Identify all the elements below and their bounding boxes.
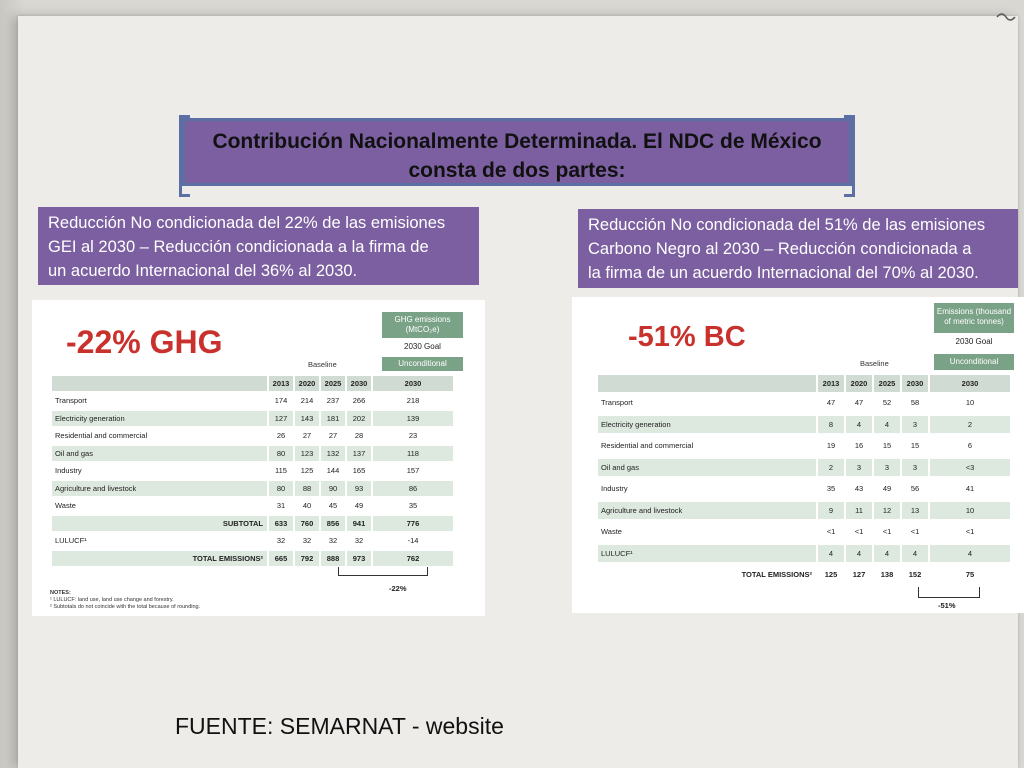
- bc-baseline-cell: 49: [882, 484, 892, 493]
- ghg-header-blank: [52, 376, 267, 391]
- ghg-baseline-cell: 237: [326, 396, 340, 405]
- bc-baseline-cell: 56: [910, 484, 920, 493]
- bc-baseline-cell: 138: [880, 570, 894, 579]
- bc-goal-cell: <3: [930, 459, 1010, 476]
- bc-baseline-cell: 3: [902, 416, 928, 433]
- ghg-baseline-cell: 90: [321, 481, 345, 496]
- ghg-baseline-cell: 181: [321, 411, 345, 426]
- ghg-baseline-cell: 792: [295, 551, 319, 566]
- bc-baseline-cell: 47: [854, 398, 864, 407]
- ghg-baseline-cell: 32: [354, 536, 364, 545]
- bc-baseline-cell: 9: [818, 502, 844, 519]
- ghg-table-row: [52, 428, 455, 443]
- ghg-baseline-cell: 973: [347, 551, 371, 566]
- ghg-description-box: [38, 207, 479, 285]
- ghg-baseline-cell: 32: [302, 536, 312, 545]
- ghg-table-row: [52, 393, 455, 408]
- bc-table-row: [598, 394, 1012, 411]
- title-line-2: consta de dos partes:: [408, 159, 626, 182]
- ghg-goal-header: 2030 Goal: [404, 342, 441, 351]
- ghg-baseline-cell: 125: [300, 466, 314, 475]
- bc-baseline-cell: 58: [910, 398, 920, 407]
- ghg-baseline-cell: 115: [275, 466, 287, 475]
- bc-baseline-cell: 15: [882, 441, 892, 450]
- bc-goal-cell: 41: [965, 484, 975, 493]
- ghg-table-row: [52, 446, 455, 461]
- bc-table-row: [598, 480, 1012, 497]
- bc-row-label: Transport: [601, 398, 633, 407]
- bc-goal-cell: 2: [930, 416, 1010, 433]
- ghg-baseline-cell: 32: [276, 536, 286, 545]
- ghg-reduction-label: -22%: [389, 584, 407, 593]
- bc-baseline-cell: 2: [818, 459, 844, 476]
- ghg-baseline-cell: 174: [274, 396, 288, 405]
- bc-baseline-cell: 3: [902, 459, 928, 476]
- ghg-baseline-cell: 202: [347, 411, 371, 426]
- ghg-row-label: Waste: [55, 501, 76, 510]
- ghg-row-label: Transport: [55, 396, 87, 405]
- bc-table-row: [598, 545, 1012, 562]
- ghg-table-row: [52, 551, 455, 566]
- bc-baseline-cell: <1: [854, 527, 864, 536]
- ghg-goal-cell: -14: [407, 536, 419, 545]
- bc-baseline-cell: 8: [818, 416, 844, 433]
- notes-heading: NOTES:: [50, 590, 71, 596]
- bc-row-label: TOTAL EMISSIONS²: [741, 570, 812, 579]
- bc-row-label: LULUCF¹: [598, 545, 816, 562]
- ghg-baseline-cell: 80: [269, 481, 293, 496]
- bc-baseline-cell: 152: [908, 570, 922, 579]
- ghg-notes: [50, 590, 200, 611]
- bc-baseline-label: Baseline: [860, 359, 889, 368]
- ghg-row-label: Oil and gas: [52, 446, 267, 461]
- bc-table-row: [598, 459, 1012, 476]
- ghg-baseline-cell: 165: [352, 466, 366, 475]
- slide-title: [182, 118, 852, 186]
- ghg-goal-cell: 776: [373, 516, 453, 531]
- bc-goal-cell: 10: [965, 398, 975, 407]
- ghg-row-label: TOTAL EMISSIONS²: [52, 551, 267, 566]
- ghg-year-header-row: [52, 376, 455, 391]
- bc-description-line: Carbono Negro al 2030 – Reducción condicionada a: [588, 240, 972, 258]
- bc-description-line: la firma de un acuerdo Internacional del 70% al 2030.: [588, 264, 979, 282]
- ghg-goal-cell: 157: [406, 466, 420, 475]
- ghg-baseline-cell: 214: [300, 396, 314, 405]
- bc-baseline-cell: 4: [874, 545, 900, 562]
- ghg-unit-header: GHG emissions (MtCO₂e): [382, 312, 463, 338]
- ghg-baseline-cell: 40: [302, 501, 312, 510]
- ghg-baseline-cell: 144: [326, 466, 340, 475]
- ghg-description-line: un acuerdo Internacional del 36% al 2030.: [48, 262, 358, 280]
- bc-baseline-cell: 3: [874, 459, 900, 476]
- ghg-year-header: 2013: [269, 376, 293, 391]
- ghg-baseline-cell: 137: [347, 446, 371, 461]
- corner-ornament-icon: [996, 10, 1016, 24]
- bc-header-blank: [598, 375, 816, 392]
- bc-table-row: [598, 502, 1012, 519]
- bc-baseline-cell: 11: [846, 502, 872, 519]
- ghg-row-label: LULUCF¹: [55, 536, 87, 545]
- ghg-goal-cell: 139: [373, 411, 453, 426]
- ghg-baseline-cell: 123: [295, 446, 319, 461]
- ghg-goal-cell: 23: [408, 431, 418, 440]
- ghg-goal-cell: 762: [373, 551, 453, 566]
- bc-baseline-cell: 13: [902, 502, 928, 519]
- ghg-baseline-cell: 856: [321, 516, 345, 531]
- bc-baseline-cell: 4: [846, 545, 872, 562]
- bc-table-row: [598, 523, 1012, 540]
- ghg-goal-year-header: 2030: [373, 376, 453, 391]
- bc-baseline-cell: 4: [818, 545, 844, 562]
- ghg-baseline-cell: 266: [352, 396, 366, 405]
- bc-baseline-cell: 47: [826, 398, 836, 407]
- ghg-row-label: Industry: [55, 466, 82, 475]
- bc-table-row: [598, 437, 1012, 454]
- ghg-baseline-cell: 888: [321, 551, 345, 566]
- ghg-baseline-cell: 88: [295, 481, 319, 496]
- bc-reduction-bracket: [918, 587, 980, 598]
- source-citation: FUENTE: SEMARNAT - website: [175, 713, 504, 739]
- ghg-baseline-cell: 633: [269, 516, 293, 531]
- ghg-baseline-cell: 127: [269, 411, 293, 426]
- bc-goal-header: 2030 Goal: [955, 337, 993, 346]
- ghg-goal-cell: 86: [373, 481, 453, 496]
- ghg-goal-cell: 35: [408, 501, 418, 510]
- bc-baseline-cell: <1: [910, 527, 920, 536]
- ghg-table-row: [52, 463, 455, 478]
- bc-baseline-cell: <1: [882, 527, 892, 536]
- ghg-goal-cell: 218: [406, 396, 420, 405]
- bc-baseline-cell: <1: [826, 527, 836, 536]
- bc-row-label: Industry: [601, 484, 628, 493]
- bc-table-row: [598, 566, 1012, 583]
- bc-goal-cell: <1: [965, 527, 975, 536]
- ghg-row-label: SUBTOTAL: [52, 516, 267, 531]
- bc-reduction-label: -51%: [938, 601, 956, 610]
- bc-headline: -51% BC: [628, 321, 746, 353]
- bc-goal-cell: 10: [930, 502, 1010, 519]
- ghg-baseline-cell: 941: [347, 516, 371, 531]
- ghg-baseline-cell: 27: [302, 431, 312, 440]
- bc-description-line: Reducción No condicionada del 51% de las emisiones: [588, 216, 986, 234]
- bc-unit-header: Emissions (thousand of metric tonnes): [934, 303, 1014, 333]
- bc-row-label: Oil and gas: [598, 459, 816, 476]
- bc-baseline-cell: 12: [874, 502, 900, 519]
- bc-year-header: 2013: [818, 375, 844, 392]
- ghg-baseline-cell: 32: [328, 536, 338, 545]
- bc-row-label: Residential and commercial: [601, 441, 694, 450]
- ghg-description-line: GEI al 2030 – Reducción condicionada a la firma de: [48, 238, 429, 256]
- ghg-description-line: Reducción No condicionada del 22% de las emisiones: [48, 214, 446, 232]
- ghg-baseline-cell: 760: [295, 516, 319, 531]
- ghg-baseline-cell: 132: [321, 446, 345, 461]
- title-line-1: Contribución Nacionalmente Determinada. El NDC de México: [212, 130, 822, 153]
- bc-baseline-cell: 125: [824, 570, 838, 579]
- bc-baseline-cell: 4: [846, 416, 872, 433]
- bc-unconditional-header: Unconditional: [934, 354, 1014, 370]
- bc-year-header-row: [598, 375, 1012, 392]
- note-line: ¹ LULUCF: land use, land use change and forestry.: [50, 597, 174, 603]
- ghg-baseline-cell: 665: [269, 551, 293, 566]
- bc-table-row: [598, 416, 1012, 433]
- bc-table-panel: [572, 297, 1024, 613]
- ghg-year-header: 2030: [347, 376, 371, 391]
- ghg-baseline-cell: 27: [328, 431, 338, 440]
- bc-baseline-cell: 15: [910, 441, 920, 450]
- ghg-row-label: Electricity generation: [52, 411, 267, 426]
- bc-baseline-cell: 52: [882, 398, 892, 407]
- bc-goal-cell: 4: [930, 545, 1010, 562]
- ghg-table-row: [52, 481, 455, 496]
- bc-baseline-cell: 19: [826, 441, 836, 450]
- ghg-baseline-cell: 26: [276, 431, 286, 440]
- bc-description-box: [578, 209, 1018, 288]
- bc-row-label: Waste: [601, 527, 622, 536]
- bc-year-header: 2020: [846, 375, 872, 392]
- ghg-row-label: Agriculture and livestock: [52, 481, 267, 496]
- ghg-table-panel: [32, 300, 485, 616]
- bc-goal-year-header: 2030: [930, 375, 1010, 392]
- ghg-table-row: [52, 498, 455, 513]
- ghg-table-row: [52, 411, 455, 426]
- ghg-table-row: [52, 533, 455, 548]
- bc-baseline-cell: 43: [854, 484, 864, 493]
- ghg-year-header: 2025: [321, 376, 345, 391]
- ghg-goal-cell: 118: [373, 446, 453, 461]
- ghg-unconditional-header: Unconditional: [382, 357, 463, 371]
- ghg-baseline-cell: 80: [269, 446, 293, 461]
- ghg-reduction-bracket: [338, 567, 428, 576]
- bc-year-header: 2025: [874, 375, 900, 392]
- ghg-baseline-cell: 45: [328, 501, 338, 510]
- bc-baseline-cell: 3: [846, 459, 872, 476]
- ghg-baseline-cell: 93: [347, 481, 371, 496]
- ghg-baseline-label: Baseline: [308, 360, 337, 369]
- ghg-headline: -22% GHG: [66, 324, 223, 360]
- bc-year-header: 2030: [902, 375, 928, 392]
- ghg-table-row: [52, 516, 455, 531]
- bc-baseline-cell: 16: [854, 441, 864, 450]
- note-line: ² Subtotals do not coincide with the total because of rounding.: [50, 604, 201, 610]
- bc-goal-cell: 75: [965, 570, 975, 579]
- bc-baseline-cell: 4: [874, 416, 900, 433]
- bc-baseline-cell: 4: [902, 545, 928, 562]
- bc-goal-cell: 6: [967, 441, 973, 450]
- bc-baseline-cell: 127: [852, 570, 866, 579]
- bc-baseline-cell: 35: [826, 484, 836, 493]
- ghg-baseline-cell: 49: [354, 501, 364, 510]
- ghg-year-header: 2020: [295, 376, 319, 391]
- bc-row-label: Electricity generation: [598, 416, 816, 433]
- ghg-baseline-cell: 31: [276, 501, 286, 510]
- bc-row-label: Agriculture and livestock: [598, 502, 816, 519]
- ghg-row-label: Residential and commercial: [55, 431, 148, 440]
- ghg-baseline-cell: 28: [354, 431, 364, 440]
- ghg-baseline-cell: 143: [295, 411, 319, 426]
